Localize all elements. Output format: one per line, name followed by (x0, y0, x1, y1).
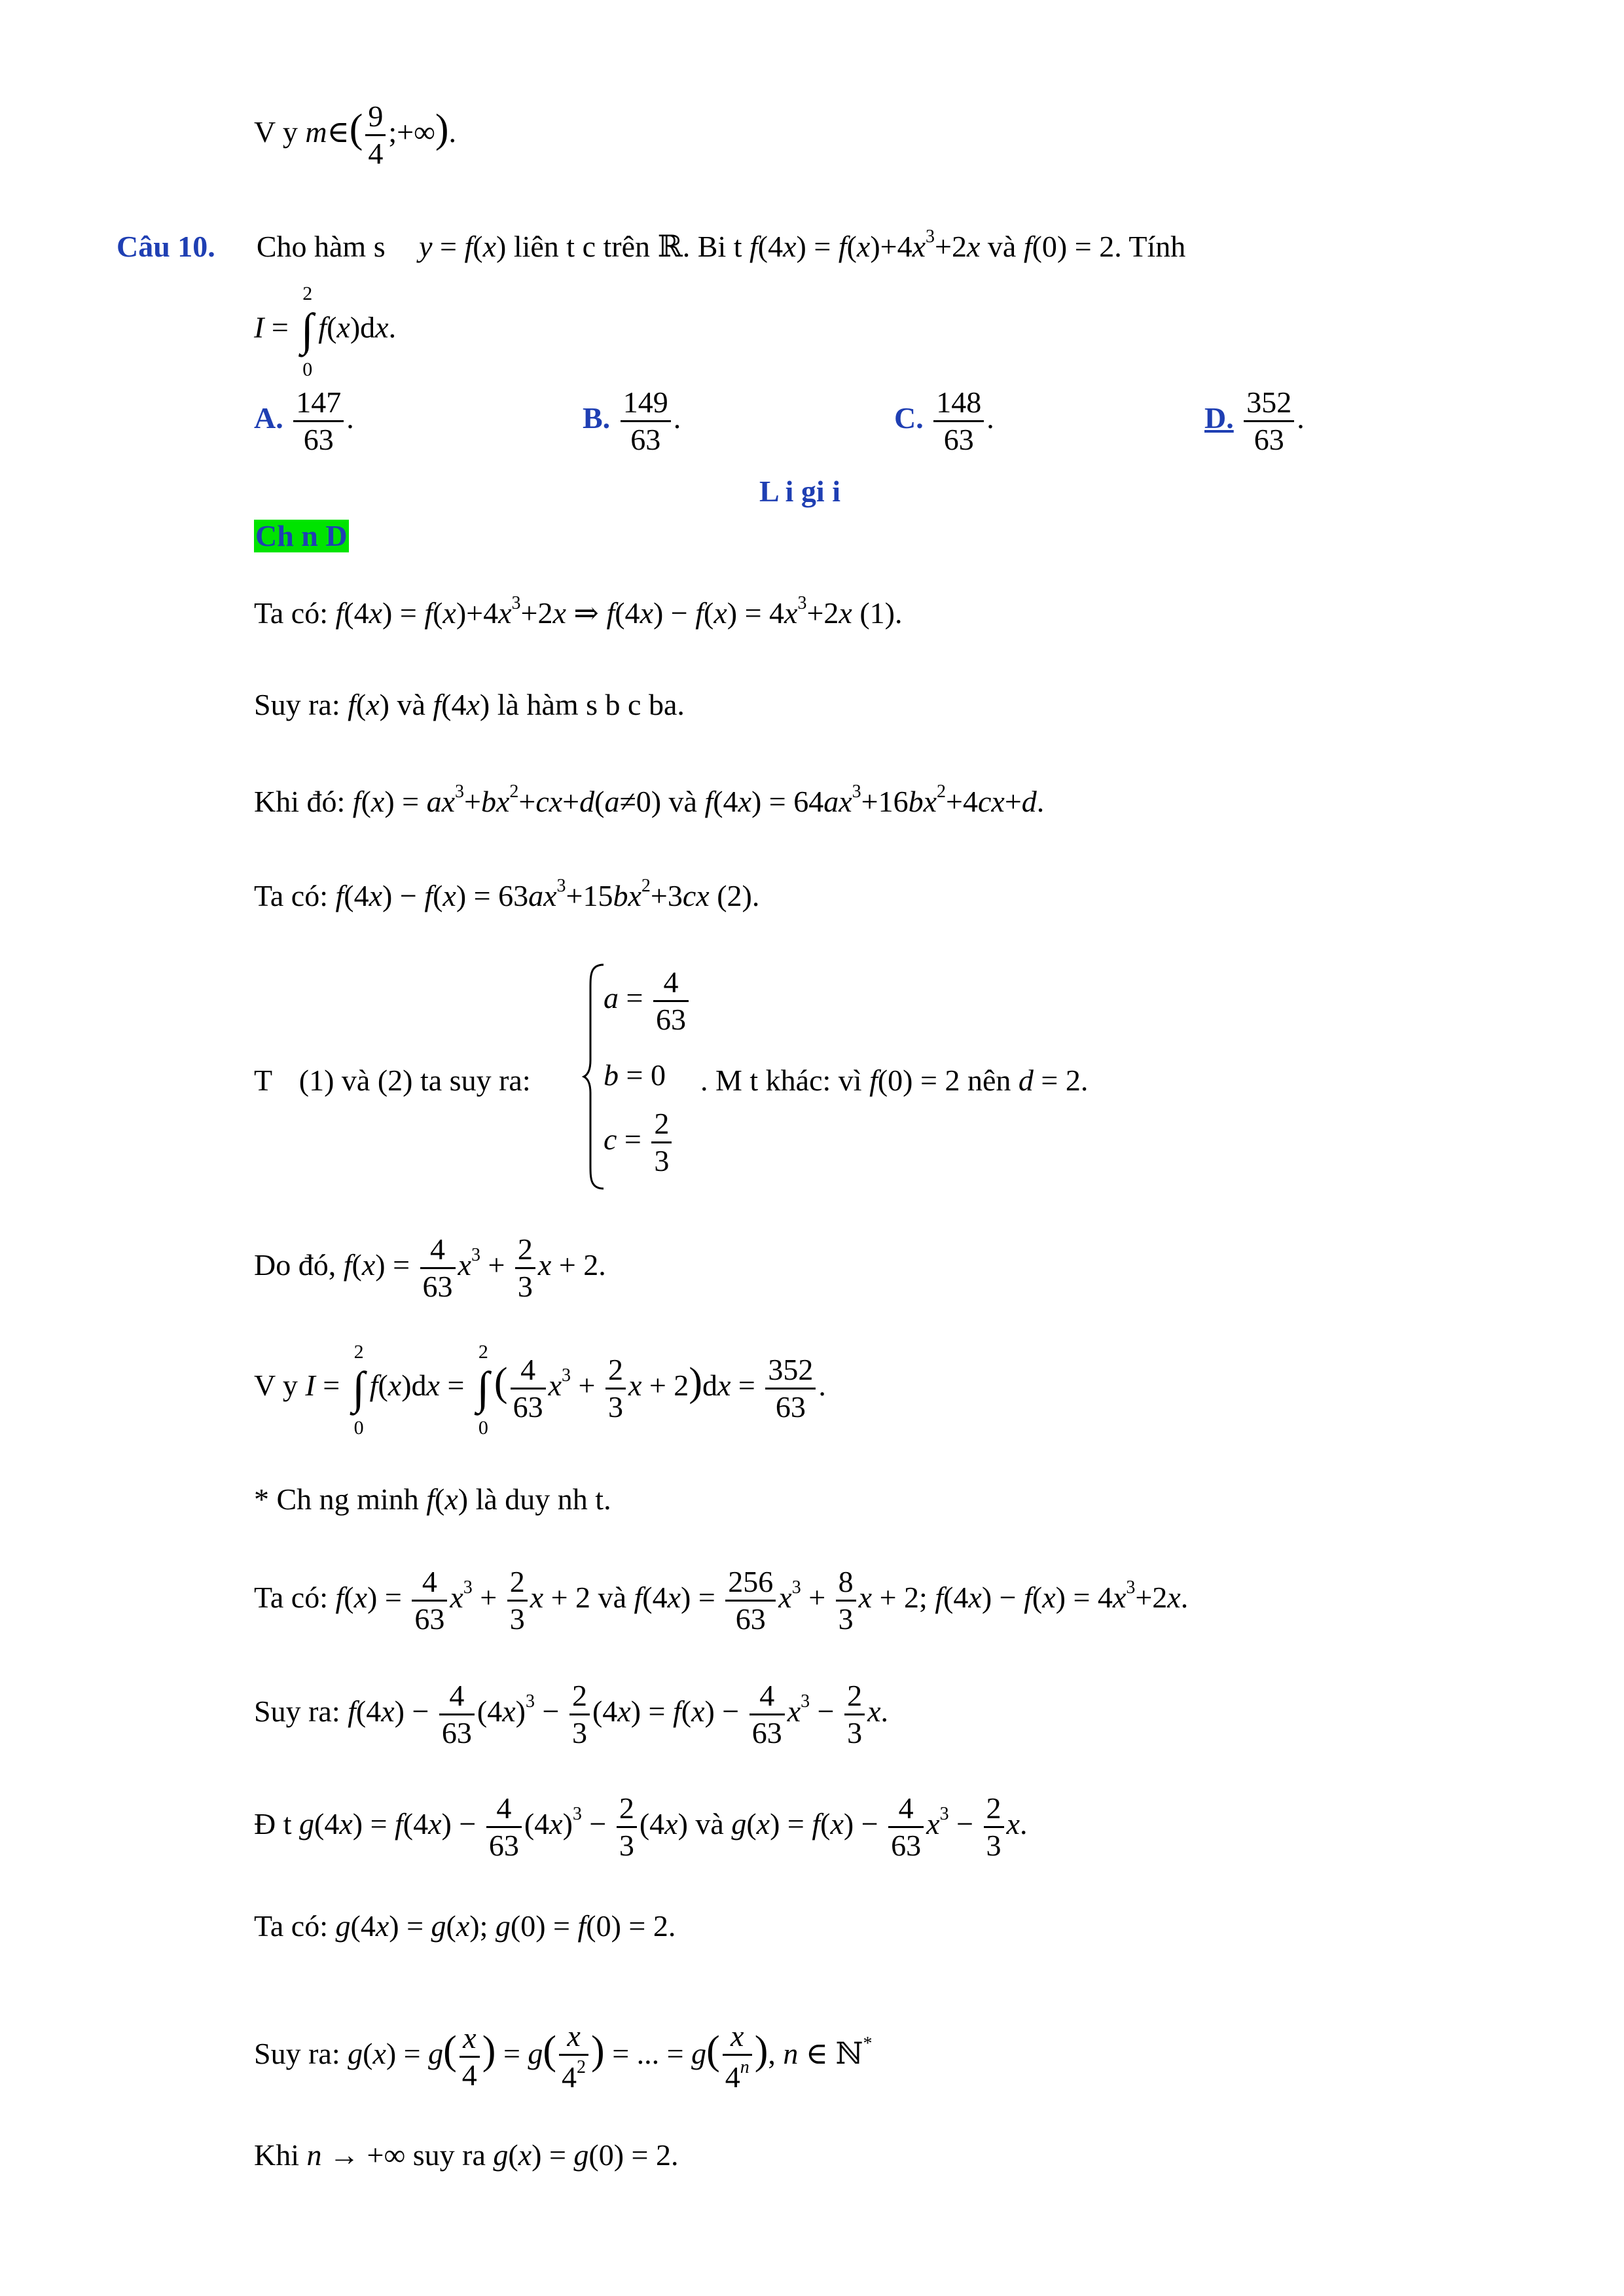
choice-badge: Ch n D (255, 519, 348, 552)
answer-b[interactable]: B. $\frac{149}{63}$ . (583, 386, 681, 456)
system-c: c = $\frac{2}{3}$ (604, 1109, 674, 1176)
solution-title: L i gi i (759, 475, 840, 508)
step-7: V y I = ∫ 2 0 f(x)dx = ∫ 2 0 ( $\frac{4}{63}$ $x^3$ + $\frac{2}{3}$ x + 2)dx = $\frac{352}{63}$ . (254, 1340, 826, 1439)
step-6: Do đó, f(x) = $\frac{4}{63}$ $x^3$ + $\frac{2}{3}$ x + 2. (254, 1232, 606, 1303)
vay-text: V y (254, 115, 298, 149)
step-2: Suy ra: f(x) và f(4x) là hàm s b c ba. (254, 688, 685, 721)
system-b: b = 0 (604, 1058, 666, 1092)
step-12: Ta có: g(4x) = g(x); g(0) = f(0) = 2. (254, 1909, 676, 1943)
question-label: Câu 10. (117, 230, 215, 263)
step-14: Khi n → +∞ suy ra g(x) = g(0) = 2. (254, 2138, 679, 2172)
step-4: Ta có: $f(4x) - f(x) = 63ax^3+15bx^2+3cx$ (2). (254, 876, 760, 912)
step-3: Khi đó: $f(x) = ax^3+bx^2+cx+d(a\ne 0)$ và $f(4x) = 64ax^3+16bx^2+4cx+d$. (254, 781, 1045, 818)
answer-a[interactable]: A. $\frac{147}{63}$ . (254, 386, 354, 456)
step-8: * Ch ng minh f(x) là duy nh t. (254, 1482, 611, 1516)
step-5: T (1) và (2) ta suy ra: (254, 1064, 531, 1097)
integral-question: I = ∫ 2 0 f(x)dx. (254, 283, 397, 380)
step-13: Suy ra: g(x) = g( $\frac{x}{4}$ ) = g( $\frac{x}{4^2}$ ) = ... = g( $\frac{x}{4^n}$ ), n ∈ ℕ* (254, 2019, 873, 2094)
step-9: Ta có: f(x) = $\frac{4}{63}$ $x^3$ + $\frac{2}{3}$ x + 2 và f(4x) = $\frac{256}{63}$ $x^3$ + $\frac{8}{3}$ x + 2; $f(4x) - f(x) = 4x^3+2x$. (254, 1565, 1189, 1636)
answer-c[interactable]: C. $\frac{148}{63}$ . (894, 386, 994, 456)
step-1: Ta có: $f(4x) = f(x)+4x^3+2x$ ⇒ $f(4x) - f(x) = 4x^3+2x$ (1). (254, 593, 903, 630)
answer-d[interactable]: D. $\frac{352}{63}$ . (1204, 386, 1305, 456)
question-10: Câu 10. Cho hàm s y = f(x) liên t c trên ℝ. Bi t $f(4x) = f(x)+4x^3+2x$ và f(0) = 2. Tính (117, 226, 1186, 263)
system-a: a = $\frac{4}{63}$ (604, 967, 691, 1035)
step-5b: . M t khác: vì f(0) = 2 nên d = 2. (700, 1064, 1089, 1097)
conclusion-prev: V y m∈( $\frac{9}{4}$ ;+∞). (254, 99, 457, 170)
step-10: Suy ra: f(4x) − $\frac{4}{63}$ $(4x)^3$ − $\frac{2}{3}$ (4x) = f(x) − $\frac{4}{63}$ $x^3$ − $\frac{2}{3}$ x. (254, 1679, 889, 1749)
step-11: Đ t g(4x) = f(4x) − $\frac{4}{63}$ $(4x)^3$ − $\frac{2}{3}$ (4x) và g(x) = f(x) − $\frac{4}{63}$ $x^3$ − $\frac{2}{3}$ x. (254, 1791, 1028, 1862)
